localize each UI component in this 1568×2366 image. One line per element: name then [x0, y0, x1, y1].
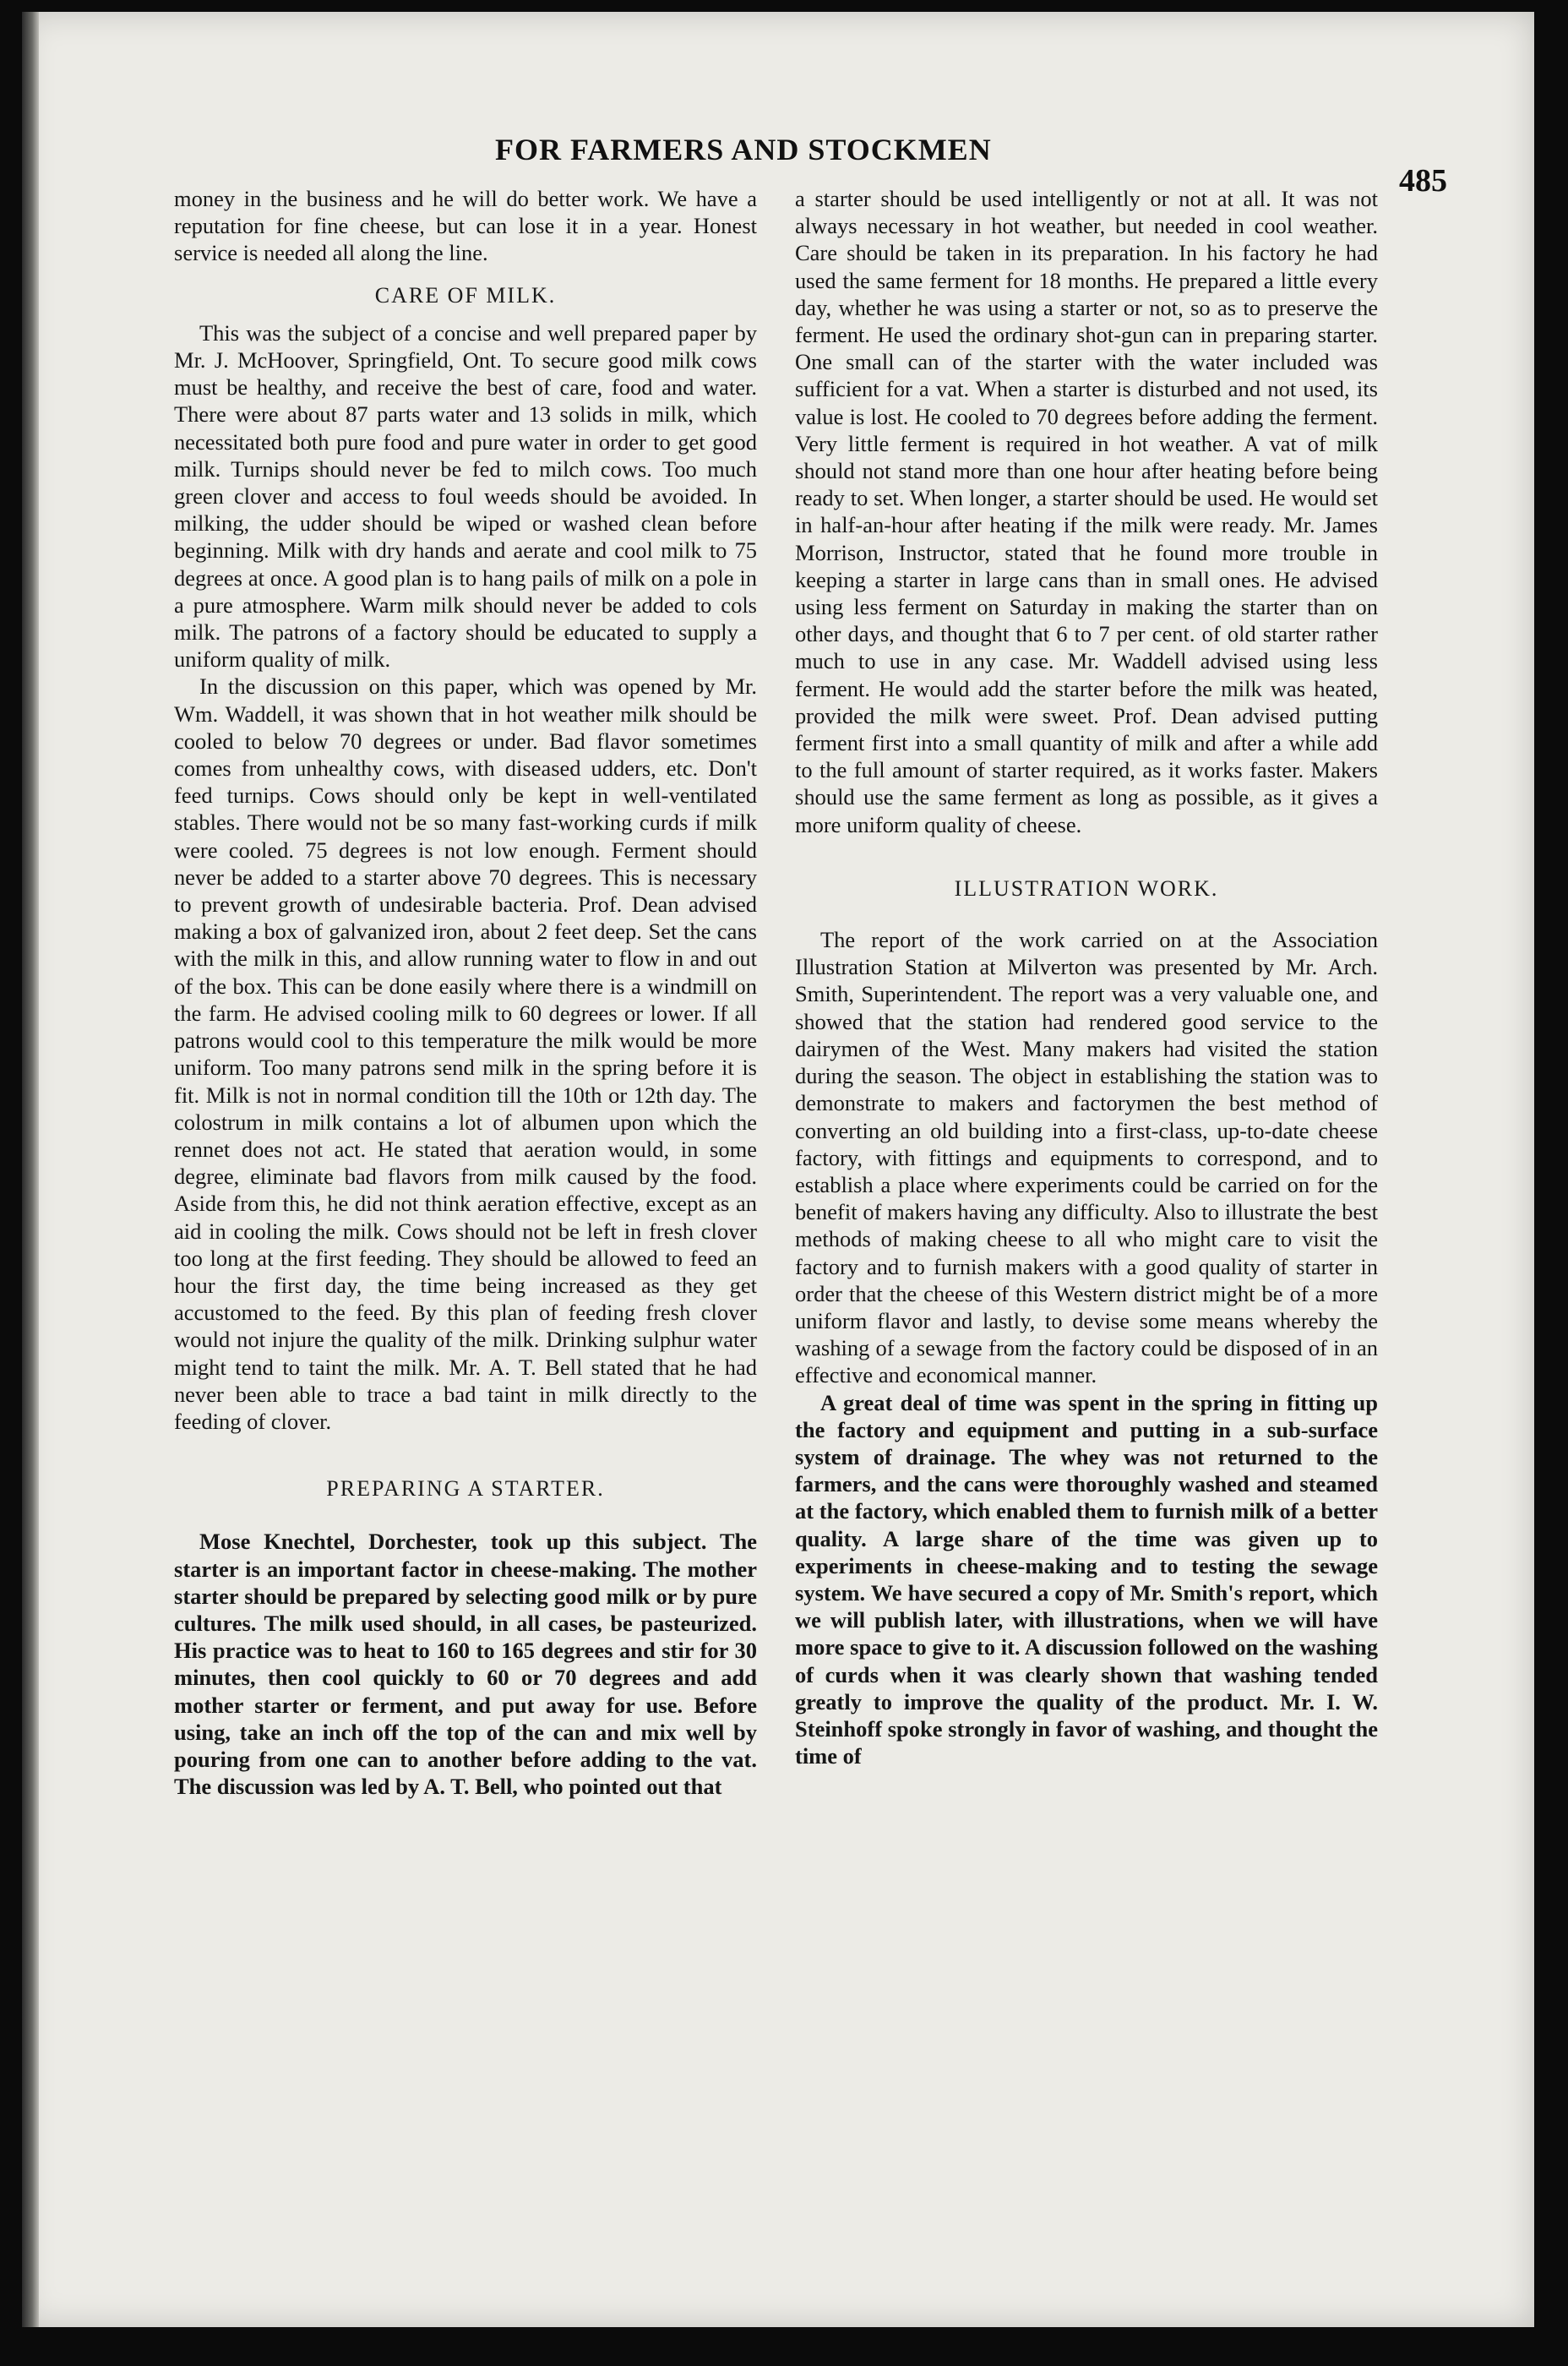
paragraph: In the discussion on this paper, which was opened by Mr. Wm. Waddell, it was shown that in hot weather milk should be cooled to below 70 degrees or under. Bad flavor sometimes comes from unhealthy cows, with diseased udders, etc. Don't feed turnips. Cows should only be kept in well-ventilated stables. There would not be so many fast-working curds if milk were cooled. 75 degrees is not low enough. Ferment should never be added to a starter above 70 degrees. This is necessary to prevent growth of undesirable bacteria. Prof. Dean advised making a box of galvanized iron, about 2 feet deep. Set the cans with the milk in this, and allow running water to flow in and out of the box. This can be done easily where there is a windmill on the farm. He advised cooling milk to 60 degrees or lower. If all patrons would cool to this temperature the milk would be more uniform. Too many patrons send milk in the spring before it is fit. Milk is not in normal condition till the 10th or 12th day. The colostrum in milk contains a lot of albumen upon which the rennet does not act. He stated that aeration would, in some degree, eliminate bad flavors from milk caused by the food. Aside from this, he did not think aeration effective, except as an aid in cooling the milk. Cows should not be left in fresh clover too long at the first feeding. They should be allowed to feed an hour the first day, the time being increased as they get accustomed to the feed. By this plan of feeding fresh clover would not injure the quality of the milk. Drinking sulphur water might tend to taint the milk. Mr. A. T. Bell stated that he had never been able to trace a bad taint in milk directly to the feeding of clover.	[174, 673, 757, 1434]
scanned-page	[22, 12, 1534, 2327]
page-number: 485	[1399, 163, 1447, 199]
paragraph: Mose Knechtel, Dorchester, took up this subject. The starter is an important factor in cheese-making. The mother starter should be prepared by selecting good milk or by pure cultures. The milk used should, in all cases, be pasteurized. His practice was to heat to 160 to 165 degrees and stir for 30 minutes, then cool quickly to 60 or 70 degrees and add mother starter or ferment, and put away for use. Before using, take an inch off the top of the can and mix well by pouring from one can to another before adding to the vat. The discussion was led by A. T. Bell, who pointed out that	[174, 1529, 757, 1800]
section-heading-care-of-milk: CARE OF MILK.	[374, 282, 557, 308]
right-column	[795, 185, 1378, 1769]
section-heading-preparing-a-starter: PREPARING A STARTER.	[326, 1476, 605, 1502]
page-binding-edge	[22, 12, 39, 2327]
running-head: FOR FARMERS AND STOCKMEN	[495, 133, 992, 166]
paragraph: money in the business and he will do better work. We have a reputation for fine cheese, but can lose it in a year. Honest service is needed all along the line.	[174, 186, 757, 266]
left-column	[174, 185, 757, 1800]
paragraph: A great deal of time was spent in the spring in fitting up the factory and equipment and putting in a sub-surface system of drainage. The whey was not returned to the farmers, and the cans were thoroughly washed and steamed at the factory, which enabled them to furnish milk of a better quality. A large share of the time was given up to experiments in cheese-making and to testing the sewage system. We have secured a copy of Mr. Smith's report, which we will publish later, with illustrations, when we will have more space to give to it. A discussion followed on the washing of curds when it was clearly shown that washing tended greatly to improve the quality of the product. Mr. I. W. Steinhoff spoke strongly in favor of washing, and thought the time of	[795, 1389, 1378, 1769]
paragraph: This was the subject of a concise and well prepared paper by Mr. J. McHoover, Springfield, Ont. To secure good milk cows must be healthy, and receive the best of care, food and water. There were about 87 parts water and 13 solids in milk, which necessitated both pure food and pure water in order to get good milk. Turnips should never be fed to milch cows. Too much green clover and access to foul weeds should be avoided. In milking, the udder should be wiped or washed clean before beginning. Milk with dry hands and aerate and cool milk to 75 degrees at once. A good plan is to hang pails of milk on a pole in a pure atmosphere. Warm milk should never be added to cols milk. The patrons of a factory should be educated to supply a uniform quality of milk.	[174, 319, 757, 673]
paragraph: The report of the work carried on at the Association Illustration Station at Milverton was presented by Mr. Arch. Smith, Superintendent. The report was a very valuable one, and showed that the station had rendered good service to the dairymen of the West. Many makers had visited the station during the season. The object in establishing the station was to demonstrate to makers and factorymen the best method of converting an old building into a first-class, up-to-date cheese factory, with fittings and equipments to correspond, and to establish a place where experiments could be carried on for the benefit of makers having any difficulty. Also to illustrate the best methods of making cheese to all who might care to visit the factory and to furnish makers with a good quality of starter in order that the cheese of this Western district might be of a more uniform flavor and lastly, to devise some means whereby the washing of a sewage from the factory could be disposed of in an effective and economical manner.	[795, 927, 1378, 1388]
paragraph: a starter should be used intelligently or not at all. It was not always necessary in hot weather, but needed in cool weather. Care should be taken in its preparation. In his factory he had used the same ferment for 18 months. He prepared a little every day, whether he was using a starter or not, so as to preserve the ferment. He used the ordinary shot-gun can in preparing starter. One small can of the starter with the water included was sufficient for a vat. When a starter is disturbed and not used, its value is lost. He cooled to 70 degrees before adding the ferment. Very little ferment is required in hot weather. A vat of milk should not stand more than one hour after heating before being ready to set. When longer, a starter should be used. He would set in half-an-hour after heating if the milk were ready. Mr. James Morrison, Instructor, stated that he found more trouble in keeping a starter in large cans than in small ones. He advised using less ferment on Saturday in making the starter than on other days, and thought that 6 to 7 per cent. of old starter rather much to use in any case. Mr. Waddell advised using less ferment. He would add the starter before the milk was heated, provided the milk were sweet. Prof. Dean advised putting ferment first into a small quantity of milk and after a while add to the full amount of starter required, as it works faster. Makers should use the same ferment as long as possible, as it gives a more uniform quality of cheese.	[795, 186, 1378, 837]
section-heading-illustration-work: ILLUSTRATION WORK.	[954, 875, 1219, 901]
